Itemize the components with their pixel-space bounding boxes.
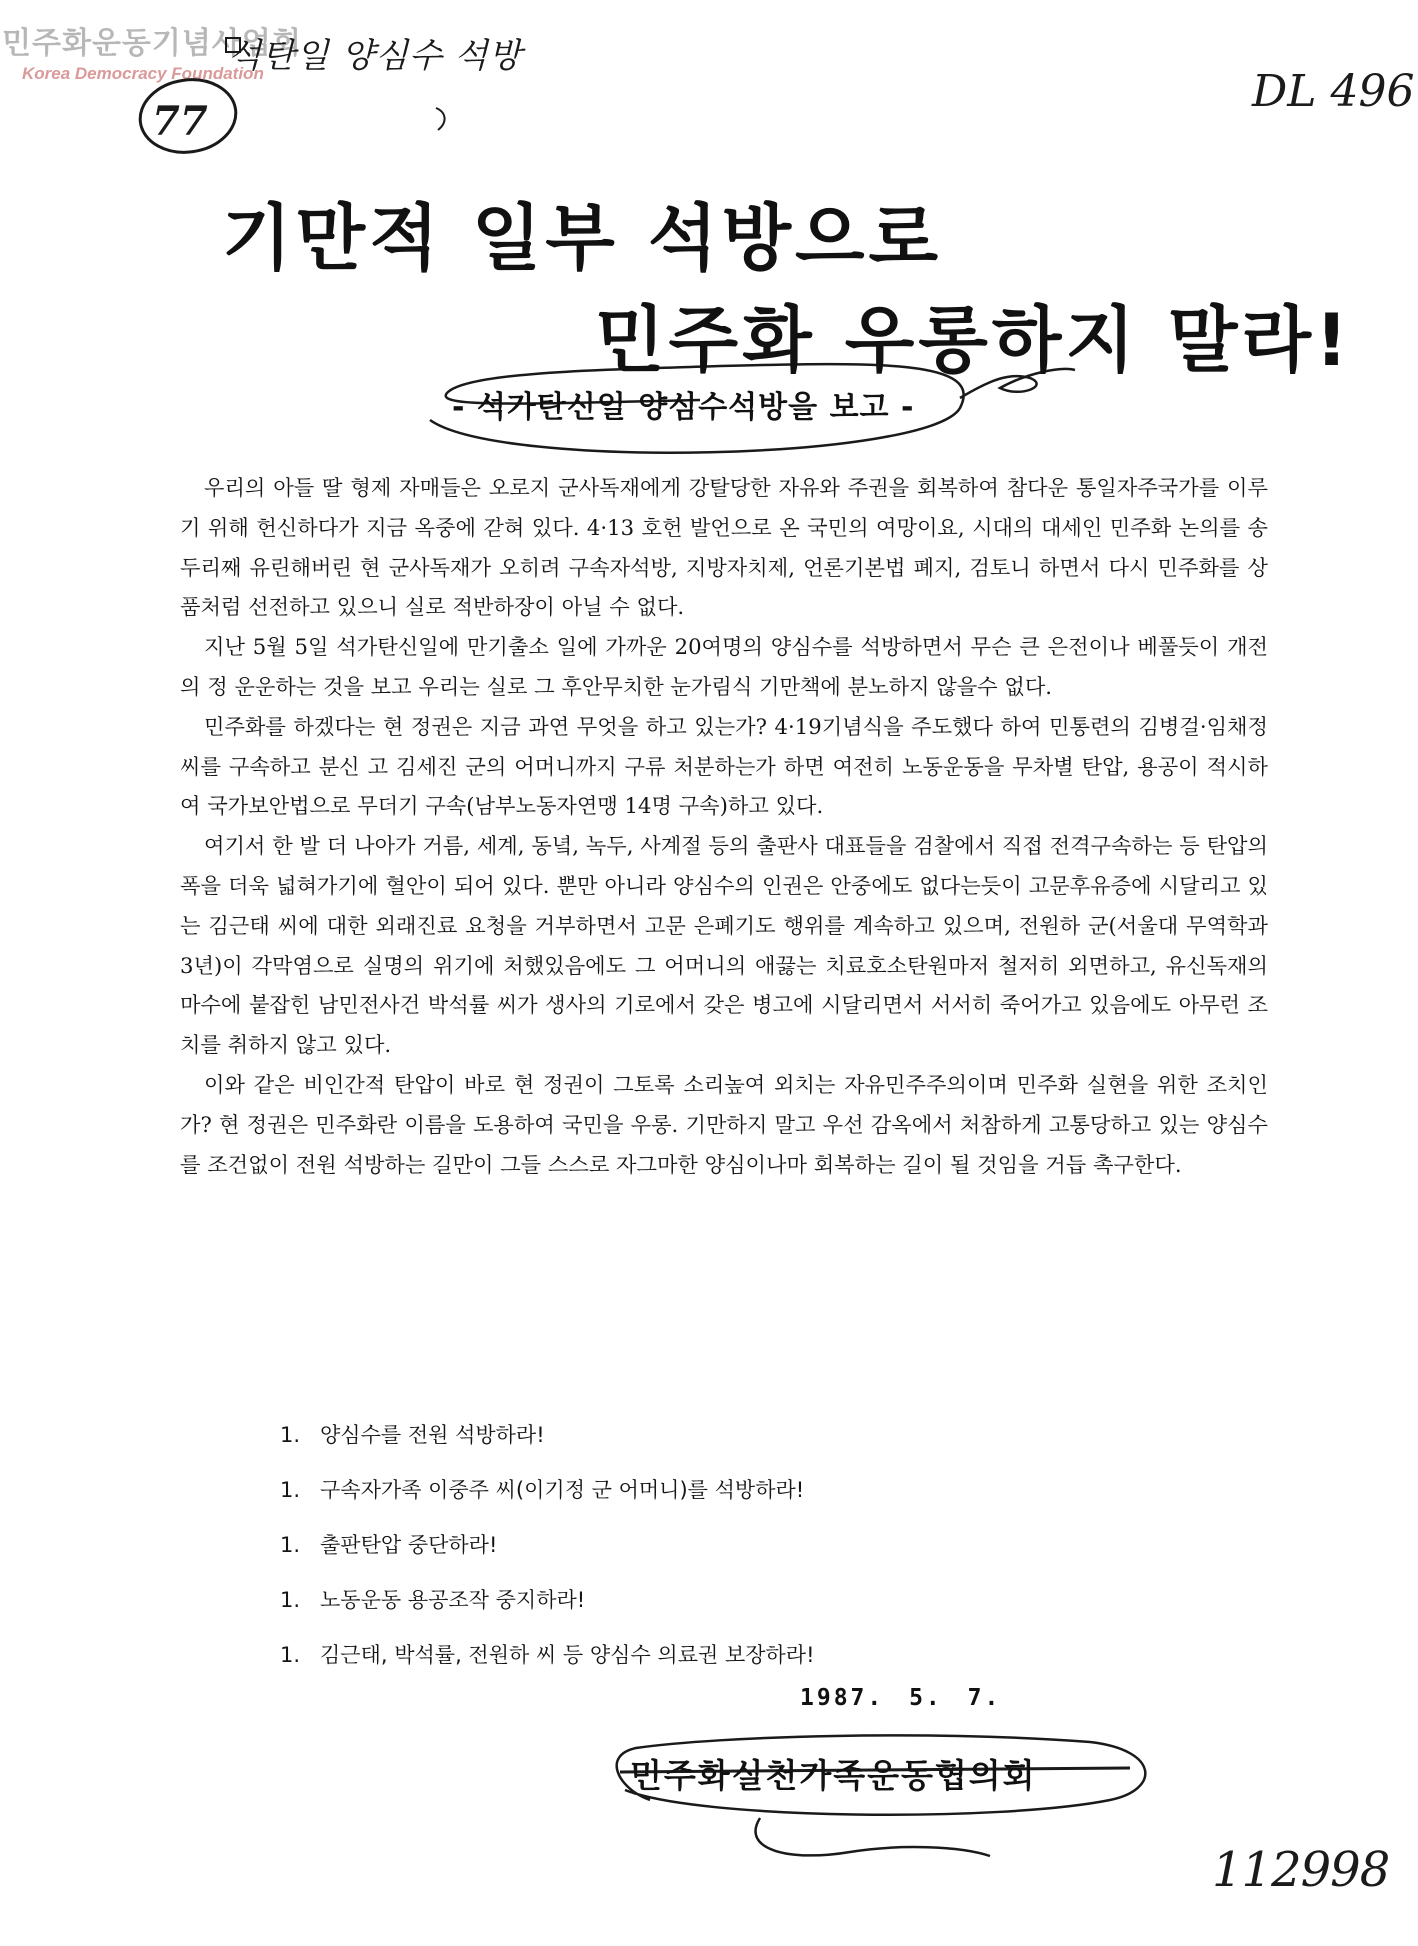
organization-name: 민주화실천가족운동협의회 (630, 1756, 1037, 1795)
paragraph: 우리의 아들 딸 형제 자매들은 오로지 군사독재에게 강탈당한 자유와 주권을 회복하여 참다운 통일자주국가를 이루기 위해 헌신하다가 지금 옥중에 갇혀 있다. 4·13 호헌 발언으로 온 국민의 여망이요, 시대의 대세인 민주화 논의를 송두리째 유린해버린 현 군사독재가 오히려 구속자석방, 지방자치제, 언론기본법 폐지, 검토니 하면서 다시 민주화를 상품처럼 선전하고 있으니 실로 적반하장이 아닐 수 없다. (180, 475, 1268, 620)
subtitle: - 석가탄신일 양심수석방을 보고 - (452, 390, 915, 425)
demand-item (280, 1628, 1180, 1683)
paragraph: 민주화를 하겠다는 현 정권은 지금 과연 무엇을 하고 있는가? 4·19기념식을 주도했다 하여 민통련의 김병걸·임채정 씨를 구속하고 분신 고 김세진 군의 어머니까지 구류 처분하는가 하면 여전히 노동운동을 무차별 탄압, 용공이 적시하여 국가보안법으로 무더기 구속(남부노동자연맹 14명 구속)하고 있다. (180, 713, 1268, 819)
handwritten-archive-number: 112998 (1212, 1842, 1390, 1898)
demand-text: 구속자가족 이중주 씨(이기정 군 어머니)를 석방하라! (320, 1478, 805, 1502)
watermark-korean: 민주화운동기념사업회 (2, 26, 302, 61)
body-text (180, 468, 1268, 1184)
document-date: 1987. 5. 7. (800, 1685, 1002, 1711)
top-note-tick (436, 108, 445, 130)
watermark-english: Korea Democracy Foundation (22, 64, 264, 83)
handwritten-circled-mark: 77 (152, 98, 208, 145)
title-line-1: 기만적 일부 석방으로 (222, 196, 943, 280)
demand-item (280, 1518, 1180, 1573)
handwritten-top-note: 석탄일 양심수 석방 (228, 36, 523, 76)
demand-text: 출판탄압 중단하라! (320, 1533, 498, 1557)
demand-number: 1. (280, 1423, 301, 1447)
demand-number: 1. (280, 1588, 301, 1612)
paragraph: 지난 5월 5일 석가탄신일에 만기출소 일에 가까운 20여명의 양심수를 석방하면서 무슨 큰 은전이나 베풀듯이 개전의 정 운운하는 것을 보고 우리는 실로 그 후안무치한 눈가림식 기만책에 분노하지 않을수 없다. (180, 634, 1268, 699)
demand-item (280, 1463, 1180, 1518)
demand-text: 김근태, 박석률, 전원하 씨 등 양심수 의료권 보장하라! (320, 1643, 815, 1667)
title-line-2: 민주화 우롱하지 말라! (595, 298, 1352, 382)
top-note-checkbox (226, 38, 240, 52)
circle-around-mark (135, 74, 240, 159)
demand-number: 1. (280, 1478, 301, 1502)
handwritten-reference: DL 496 (1252, 66, 1415, 117)
demand-number: 1. (280, 1643, 301, 1667)
demand-number: 1. (280, 1533, 301, 1557)
demands-list (280, 1408, 1180, 1683)
demand-item (280, 1408, 1180, 1463)
demand-item (280, 1573, 1180, 1628)
demand-text: 노동운동 용공조작 중지하라! (320, 1588, 586, 1612)
demand-text: 양심수를 전원 석방하라! (320, 1423, 545, 1447)
paragraph: 이와 같은 비인간적 탄압이 바로 현 정권이 그토록 소리높여 외치는 자유민주주의이며 민주화 실현을 위한 조치인가? 현 정권은 민주화란 이름을 도용하여 국민을 우롱. 기만하지 말고 우선 감옥에서 처참하게 고통당하고 있는 양심수를 조건없이 전원 석방하는 길만이 그들 스스로 자그마한 양심이나마 회복하는 길이 될 것임을 거듭 촉구한다. (180, 1071, 1268, 1177)
paragraph: 여기서 한 발 더 나아가 거름, 세계, 동녘, 녹두, 사계절 등의 출판사 대표들을 검찰에서 직접 전격구속하는 등 탄압의 폭을 더욱 넓혀가기에 혈안이 되어 있다. 뿐만 아니라 양심수의 인권은 안중에도 없다는듯이 고문후유증에 시달리고 있는 김근태 씨에 대한 외래진료 요청을 거부하면서 고문 은폐기도 행위를 계속하고 있으며, 전원하 군(서울대 무역학과 3년)이 각막염으로 실명의 위기에 처했있음에도 그 어머니의 애끓는 치료호소탄원마저 철저히 외면하고, 유신독재의 마수에 붙잡힌 남민전사건 박석률 씨가 생사의 기로에서 갖은 병고에 시달리면서 서서히 죽어가고 있음에도 아무런 조치를 취하지 않고 있다. (180, 833, 1268, 1058)
